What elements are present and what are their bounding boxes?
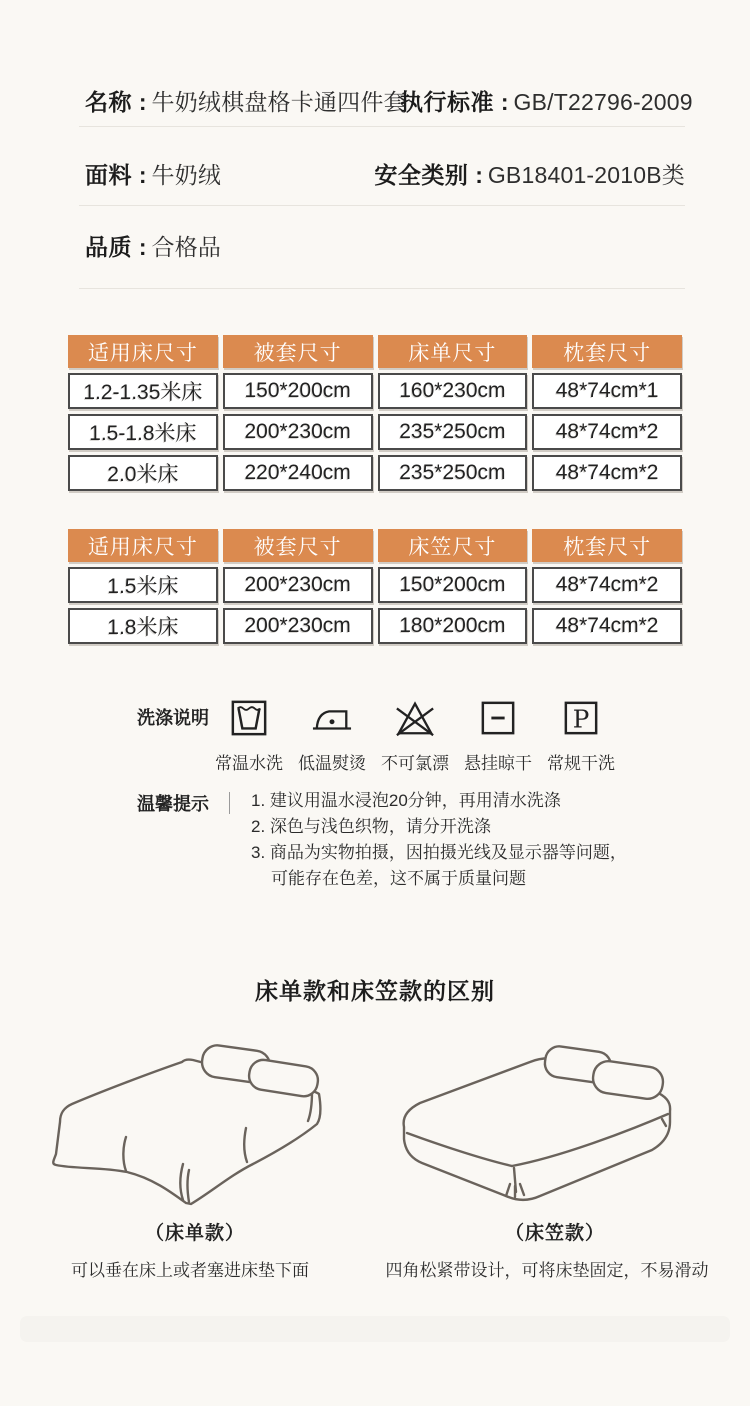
table-cell: 48*74cm*2 [532, 414, 682, 450]
divider-line [79, 205, 685, 206]
fitted-sheet-description: 四角松紧带设计，可将床垫固定，不易滑动 [385, 1261, 709, 1280]
spec-label-standard: 执行标准 : [400, 89, 510, 115]
size-table-fitted [63, 524, 687, 649]
table-cell: 1.2-1.35米床 [68, 373, 218, 409]
table-row [68, 414, 682, 450]
spec-label-fabric: 面料 : [85, 162, 148, 188]
hang-dry-icon [480, 697, 516, 739]
col-header-pillow-size: 枕套尺寸 [532, 335, 682, 368]
spec-pair-standard [400, 84, 693, 117]
table-cell: 220*240cm [223, 455, 373, 491]
table-cell: 1.5米床 [68, 567, 218, 603]
spec-value-standard: GB/T22796-2009 [513, 89, 693, 115]
spec-label-quality: 品质 : [85, 234, 148, 260]
table-cell: 200*230cm [223, 567, 373, 603]
divider-line [79, 288, 685, 289]
tips-list [251, 788, 671, 892]
table-cell: 48*74cm*2 [532, 567, 682, 603]
col-header-duvet-size: 被套尺寸 [223, 335, 373, 368]
tips-section-label: 温馨提示 [137, 794, 209, 814]
col-header-fitted-size: 床笠尺寸 [378, 529, 528, 562]
washing-item-label: 常规干洗 [547, 754, 615, 773]
spec-pair-safety [374, 157, 685, 190]
spec-row-name [85, 84, 693, 117]
table-cell: 48*74cm*2 [532, 455, 682, 491]
table-row [68, 608, 682, 644]
iron-icon [310, 697, 354, 739]
col-header-pillow-size: 枕套尺寸 [532, 529, 682, 562]
flat-sheet-description: 可以垂在床上或者塞进床垫下面 [71, 1261, 309, 1280]
spec-value-fabric: 牛奶绒 [151, 162, 222, 188]
table-cell: 180*200cm [378, 608, 528, 644]
washing-item [461, 697, 535, 774]
table-cell: 2.0米床 [68, 455, 218, 491]
tips-line: 3. 商品为实物拍摄，因拍摄光线及显示器等问题， [251, 843, 627, 862]
washing-section-label: 洗涤说明 [137, 708, 209, 728]
comparison-title: 床单款和床笠款的区别 [255, 978, 495, 1004]
washing-item [544, 697, 618, 774]
col-header-duvet-size: 被套尺寸 [223, 529, 373, 562]
spec-row-fabric [85, 157, 685, 190]
no-bleach-icon [393, 697, 437, 739]
flat-sheet-bed-illustration [30, 1032, 360, 1212]
spec-row-quality [85, 229, 685, 262]
washing-item [378, 697, 452, 774]
wash-tub-icon [230, 697, 268, 739]
table-cell: 48*74cm*2 [532, 608, 682, 644]
spec-pair-fabric [85, 157, 374, 190]
fitted-sheet-name: （床笠款） [504, 1223, 605, 1244]
table-cell: 1.8米床 [68, 608, 218, 644]
table-cell: 200*230cm [223, 608, 373, 644]
table-row [68, 455, 682, 491]
footer-band [20, 1316, 730, 1342]
table-cell: 160*230cm [378, 373, 528, 409]
table-cell: 200*230cm [223, 414, 373, 450]
washing-item [212, 697, 286, 774]
fitted-sheet-bed-illustration [390, 1032, 720, 1212]
flat-sheet-name: （床单款） [144, 1223, 245, 1244]
washing-item-label: 不可氯漂 [381, 754, 449, 773]
spec-label-name: 名称 : [85, 89, 148, 115]
washing-items [212, 697, 627, 774]
table-cell: 235*250cm [378, 455, 528, 491]
table-row [68, 567, 682, 603]
spec-label-safety: 安全类别 : [374, 162, 484, 188]
table-row [68, 373, 682, 409]
svg-text:P: P [572, 704, 590, 734]
washing-item-label: 低温熨烫 [298, 754, 366, 773]
tips-line: 2. 深色与浅色织物，请分开洗涤 [251, 817, 491, 836]
tips-line: 1. 建议用温水浸泡20分钟，再用清水洗涤 [251, 791, 561, 810]
tips-line: 可能存在色差，这不属于质量问题 [271, 869, 526, 888]
spec-pair-name [85, 84, 407, 117]
col-header-bed-size: 适用床尺寸 [68, 529, 218, 562]
size-table-sheet [63, 330, 687, 496]
col-header-sheet-size: 床单尺寸 [378, 335, 528, 368]
divider-line [79, 126, 685, 127]
washing-item [295, 697, 369, 774]
table-cell: 150*200cm [223, 373, 373, 409]
tips-divider [229, 792, 230, 814]
col-header-bed-size: 适用床尺寸 [68, 335, 218, 368]
table-cell: 48*74cm*1 [532, 373, 682, 409]
table-header-row [68, 335, 682, 368]
spec-value-name: 牛奶绒棋盘格卡通四件套 [151, 89, 407, 115]
washing-item-label: 常温水洗 [215, 754, 283, 773]
table-header-row [68, 529, 682, 562]
washing-item-label: 悬挂晾干 [464, 754, 532, 773]
spec-value-safety: GB18401-2010B类 [487, 162, 685, 188]
spec-pair-quality [85, 229, 221, 262]
table-cell: 1.5-1.8米床 [68, 414, 218, 450]
spec-value-quality: 合格品 [151, 234, 222, 260]
dry-clean-p-icon [563, 697, 599, 739]
table-cell: 235*250cm [378, 414, 528, 450]
table-cell: 150*200cm [378, 567, 528, 603]
